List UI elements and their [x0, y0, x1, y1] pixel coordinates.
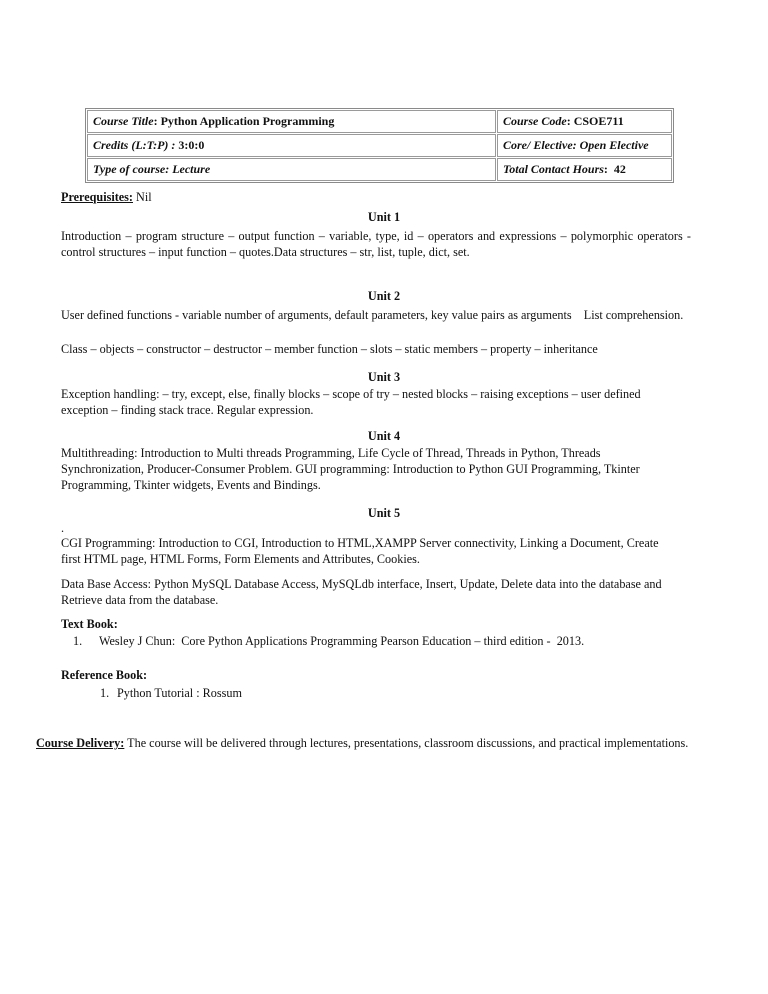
course-info-table: [85, 108, 674, 183]
label: Type of course: Lecture: [93, 162, 211, 176]
sep: :: [153, 114, 161, 128]
prerequisites: [61, 190, 152, 205]
unit-2-content-2: Class – objects – constructor – destructor – member function – slots – static members – property – inheritance: [61, 342, 598, 356]
list-number: 1.: [73, 634, 83, 648]
unit-5-title: Unit 5: [367, 506, 401, 520]
text-book-item: [73, 633, 584, 649]
unit-5-content-2: Data Base Access: Python MySQL Database Access, MySQLdb interface, Insert, Update, Delete data into the database and Retrieve data from the database.: [61, 577, 662, 607]
unit-1-title: Unit 1: [367, 210, 401, 224]
unit-3-content: Exception handling: – try, except, else, finally blocks – scope of try – nested blocks – raising exceptions – user defined exception – finding stack trace. Regular expression.: [61, 387, 641, 417]
unit-4-title: Unit 4: [367, 429, 401, 443]
credits-cell: [87, 134, 496, 157]
course-code-value: CSOE711: [573, 114, 624, 128]
list-text: Python Tutorial : Rossum: [117, 686, 242, 700]
unit-1-content: Introduction – program structure – output function – variable, type, id – operators and expressions – polymorphic operators - control structures – input function – quotes.Data structures – str, list, tuple, dict, set.: [61, 229, 691, 259]
reference-book-item: [100, 685, 242, 701]
unit-2-content: User defined functions - variable number of arguments, default parameters, key value pairs as arguments List comprehension.: [61, 308, 684, 322]
course-delivery-label: Course Delivery:: [36, 736, 125, 750]
label: Total Contact Hours: [503, 162, 604, 176]
label: Credits (L:T:P) :: [93, 138, 176, 152]
contact-hours-cell: [497, 158, 672, 181]
unit-4-content: Multithreading: Introduction to Multi threads Programming, Life Cycle of Thread, Threads in Python, Threads Synchronization, Producer-Consumer Problem. GUI programming: Introduction to Python GUI Programming, Tkinter Programming, Tkinter widgets, Events and Bindings.: [61, 446, 640, 492]
sep: :: [603, 162, 614, 176]
label: Course Title: [93, 114, 154, 128]
table-row: [87, 110, 672, 133]
core-elective-cell: [497, 134, 672, 157]
course-title-value: Python Application Programming: [160, 114, 335, 128]
list-text: Wesley J Chun: Core Python Applications Programming Pearson Education – third edition - 2013.: [99, 634, 585, 648]
label: Core/ Elective: Open Elective: [503, 138, 649, 152]
course-delivery: [36, 735, 691, 751]
unit-5-dot: .: [61, 521, 65, 535]
credits-value: 3:0:0: [178, 138, 205, 152]
text-book-heading: Text Book:: [61, 617, 118, 631]
reference-book-heading: Reference Book:: [61, 668, 148, 682]
contact-hours-value: 42: [613, 162, 626, 176]
table-row: [87, 134, 672, 157]
table-row: [87, 158, 672, 181]
unit-3-title: Unit 3: [367, 370, 401, 384]
prerequisites-label: Prerequisites:: [61, 190, 133, 204]
course-delivery-text: The course will be delivered through lectures, presentations, classroom discussions, and practical implementations.: [124, 736, 689, 750]
list-number: 1.: [100, 686, 110, 700]
course-code-cell: [497, 110, 672, 133]
course-type-cell: [87, 158, 496, 181]
sep: :: [566, 114, 574, 128]
unit-2-title: Unit 2: [367, 289, 401, 303]
unit-5-content: CGI Programming: Introduction to CGI, Introduction to HTML,XAMPP Server connectivity, Linking a Document, Create first HTML page, HTML Forms, Form Elements and Attributes, Cookies.: [61, 536, 659, 566]
prerequisites-value: Nil: [132, 190, 152, 204]
course-title-cell: [87, 110, 496, 133]
label: Course Code: [503, 114, 567, 128]
